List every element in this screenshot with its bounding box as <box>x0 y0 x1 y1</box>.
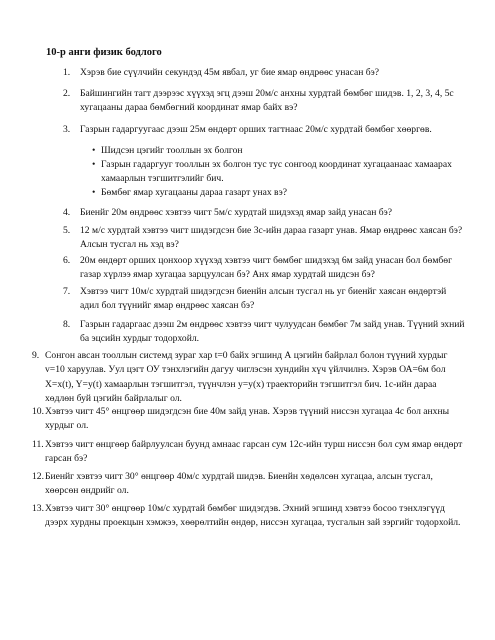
subitem-text: Шидсэн цэгийг тооллын эх болгон <box>101 145 243 156</box>
bullet-icon: • <box>92 187 96 198</box>
subitem-2 <box>92 158 452 187</box>
problem-number: 12. <box>32 471 44 482</box>
problem-number: 7. <box>63 286 71 297</box>
problem-text: Хэвтээ чигт 45° өнцгөөр шидэгдсэн бие 40м зайд унав. Хэрэв түүний ниссэн хугацаа 4с бол анхны хурдыг ол. <box>45 406 450 432</box>
problem-text: Хэрэв бие сүүлчийн секундэд 45м явбал, уг бие ямар өндрөөс унасан бэ? <box>80 67 380 78</box>
problem-1 <box>63 66 440 80</box>
problem-number: 8. <box>63 319 71 330</box>
page-title: 10-р анги физик бодлого <box>46 47 162 58</box>
problem-text: Хэвтээ чигт өнцгөөр байрлуулсан буунд амнаас гарсан сум 12с-ийн турш ниссэн бол сум ямар өндөрт гарсан бэ? <box>45 439 463 465</box>
problem-12 <box>32 470 465 499</box>
problem-number: 5. <box>63 225 71 236</box>
problem-text: 12 м/с хурдтай хэвтээ чигт шидэгдсэн бие 3с-ийн дараа газарт унав. Ямар өндрөөс хаясан бэ? Алсын тусгал нь хэд вэ? <box>80 225 463 251</box>
problem-text: Сонгон авсан тооллын системд зураг хар t=0 байх эгшинд А цэгийн байрлал болон түүний хурдыг v=10 харуулав. Уул цэгт ОУ тэнхлэгийн дагуу чиглэсэн хундийн хүч үйлчилнэ. Хэрэв ОА=6м бол X=x(t), Y=y(t) хамаарлын тэгшитгэл, түүнчлэн y=y(x) траекторийн тэгшитгэл бич. 1с-ийн дараа хөдлөн буй цэгийн байрлалыг ол. <box>45 350 448 405</box>
problem-8 <box>63 318 465 347</box>
bullet-icon: • <box>92 159 96 170</box>
problem-text: Хэвтээ чигт 30° өнцгөөр 10м/с хурдтай бөмбөг шидэгдэв. Эхний эгшинд хэвтээ босоо тэнхлэгүүд дээрх хурдны проекцын хэмжээ, хөөрөлтийн өндөр, ниссэн хугацаа, тусгалын зай зэргийг тодорхойл. <box>45 503 461 529</box>
problem-2 <box>63 87 465 116</box>
problem-text: Биенйг 20м өндрөөс хэвтээ чигт 5м/с хурдтай шидэхэд ямар зайд унасан бэ? <box>80 207 393 218</box>
problem-number: 11. <box>32 439 44 450</box>
problem-text: Газрын гадаргаас дээш 2м өндрөөс хэвтээ чигт чулуудсан бөмбөг 7м зайд унав. Түүний эхний ба эцсийн хурдыг тодорхойл. <box>80 319 465 345</box>
problem-number: 9. <box>32 350 40 361</box>
problem-number: 4. <box>63 207 71 218</box>
problem-6 <box>63 254 465 283</box>
problem-text: 20м өндөрт орших цонхоор хүүхэд хэвтээ чигт бөмбөг шидэхэд 6м зайд унасан бол бөмбөг газар хүрлээ ямар хугацаа зарцуулсан бэ? Анх ямар хурдтай шидсэн бэ? <box>80 255 453 281</box>
problem-number: 1. <box>63 67 71 78</box>
bullet-icon: • <box>92 145 96 156</box>
problem-number: 6. <box>63 255 71 266</box>
problem-10 <box>32 405 465 434</box>
problem-13 <box>32 502 465 531</box>
subitem-3 <box>92 186 452 200</box>
problem-text: Хэвтээ чигт 10м/с хурдтай шидэгдсэн биенйн алсын тусгал нь уг биенйг хаясан өндөртэй адил бол түүнийг ямар өндрөөс хаясан бэ? <box>80 286 447 312</box>
problem-11 <box>32 438 465 467</box>
problem-5 <box>63 224 465 253</box>
problem-text: Газрын гадаргуугаас дээш 25м өндөрт орших тагтнаас 20м/с хурдтай бөмбөг хөөргөв. <box>80 124 432 135</box>
problem-text: Биенйг хэвтээ чигт 30° өнцгөөр 40м/с хурдтай шидэв. Биенйн хөдөлсөн хугацаа, алсын тусгал, хөөрсөн өндрийг ол. <box>45 471 433 497</box>
problem-number: 3. <box>63 124 71 135</box>
problem-number: 10. <box>32 406 44 417</box>
problem-3 <box>63 123 465 137</box>
problem-number: 2. <box>63 88 71 99</box>
problem-7 <box>63 285 465 314</box>
subitem-text: Бөмбөг ямар хугацааны дараа газарт унах вэ? <box>101 187 287 198</box>
problem-text: Байшингийн тагт дээрээс хүүхэд эгц дээш 20м/с анхны хурдтай бөмбөг шидэв. 1, 2, 3, 4, 5с хугацааны дараа бөмбөгний координат ямар байх вэ? <box>80 88 454 114</box>
problem-number: 13. <box>32 503 44 514</box>
subitem-text: Газрын гадаргууг тооллын эх болгон тус тус сонгоод координат хугацаанаас хамаарах хамаарлын тэгшитгэлийг бич. <box>101 159 452 185</box>
subitem-1 <box>92 144 452 158</box>
problem-9 <box>32 349 465 407</box>
problem-4 <box>63 206 465 220</box>
